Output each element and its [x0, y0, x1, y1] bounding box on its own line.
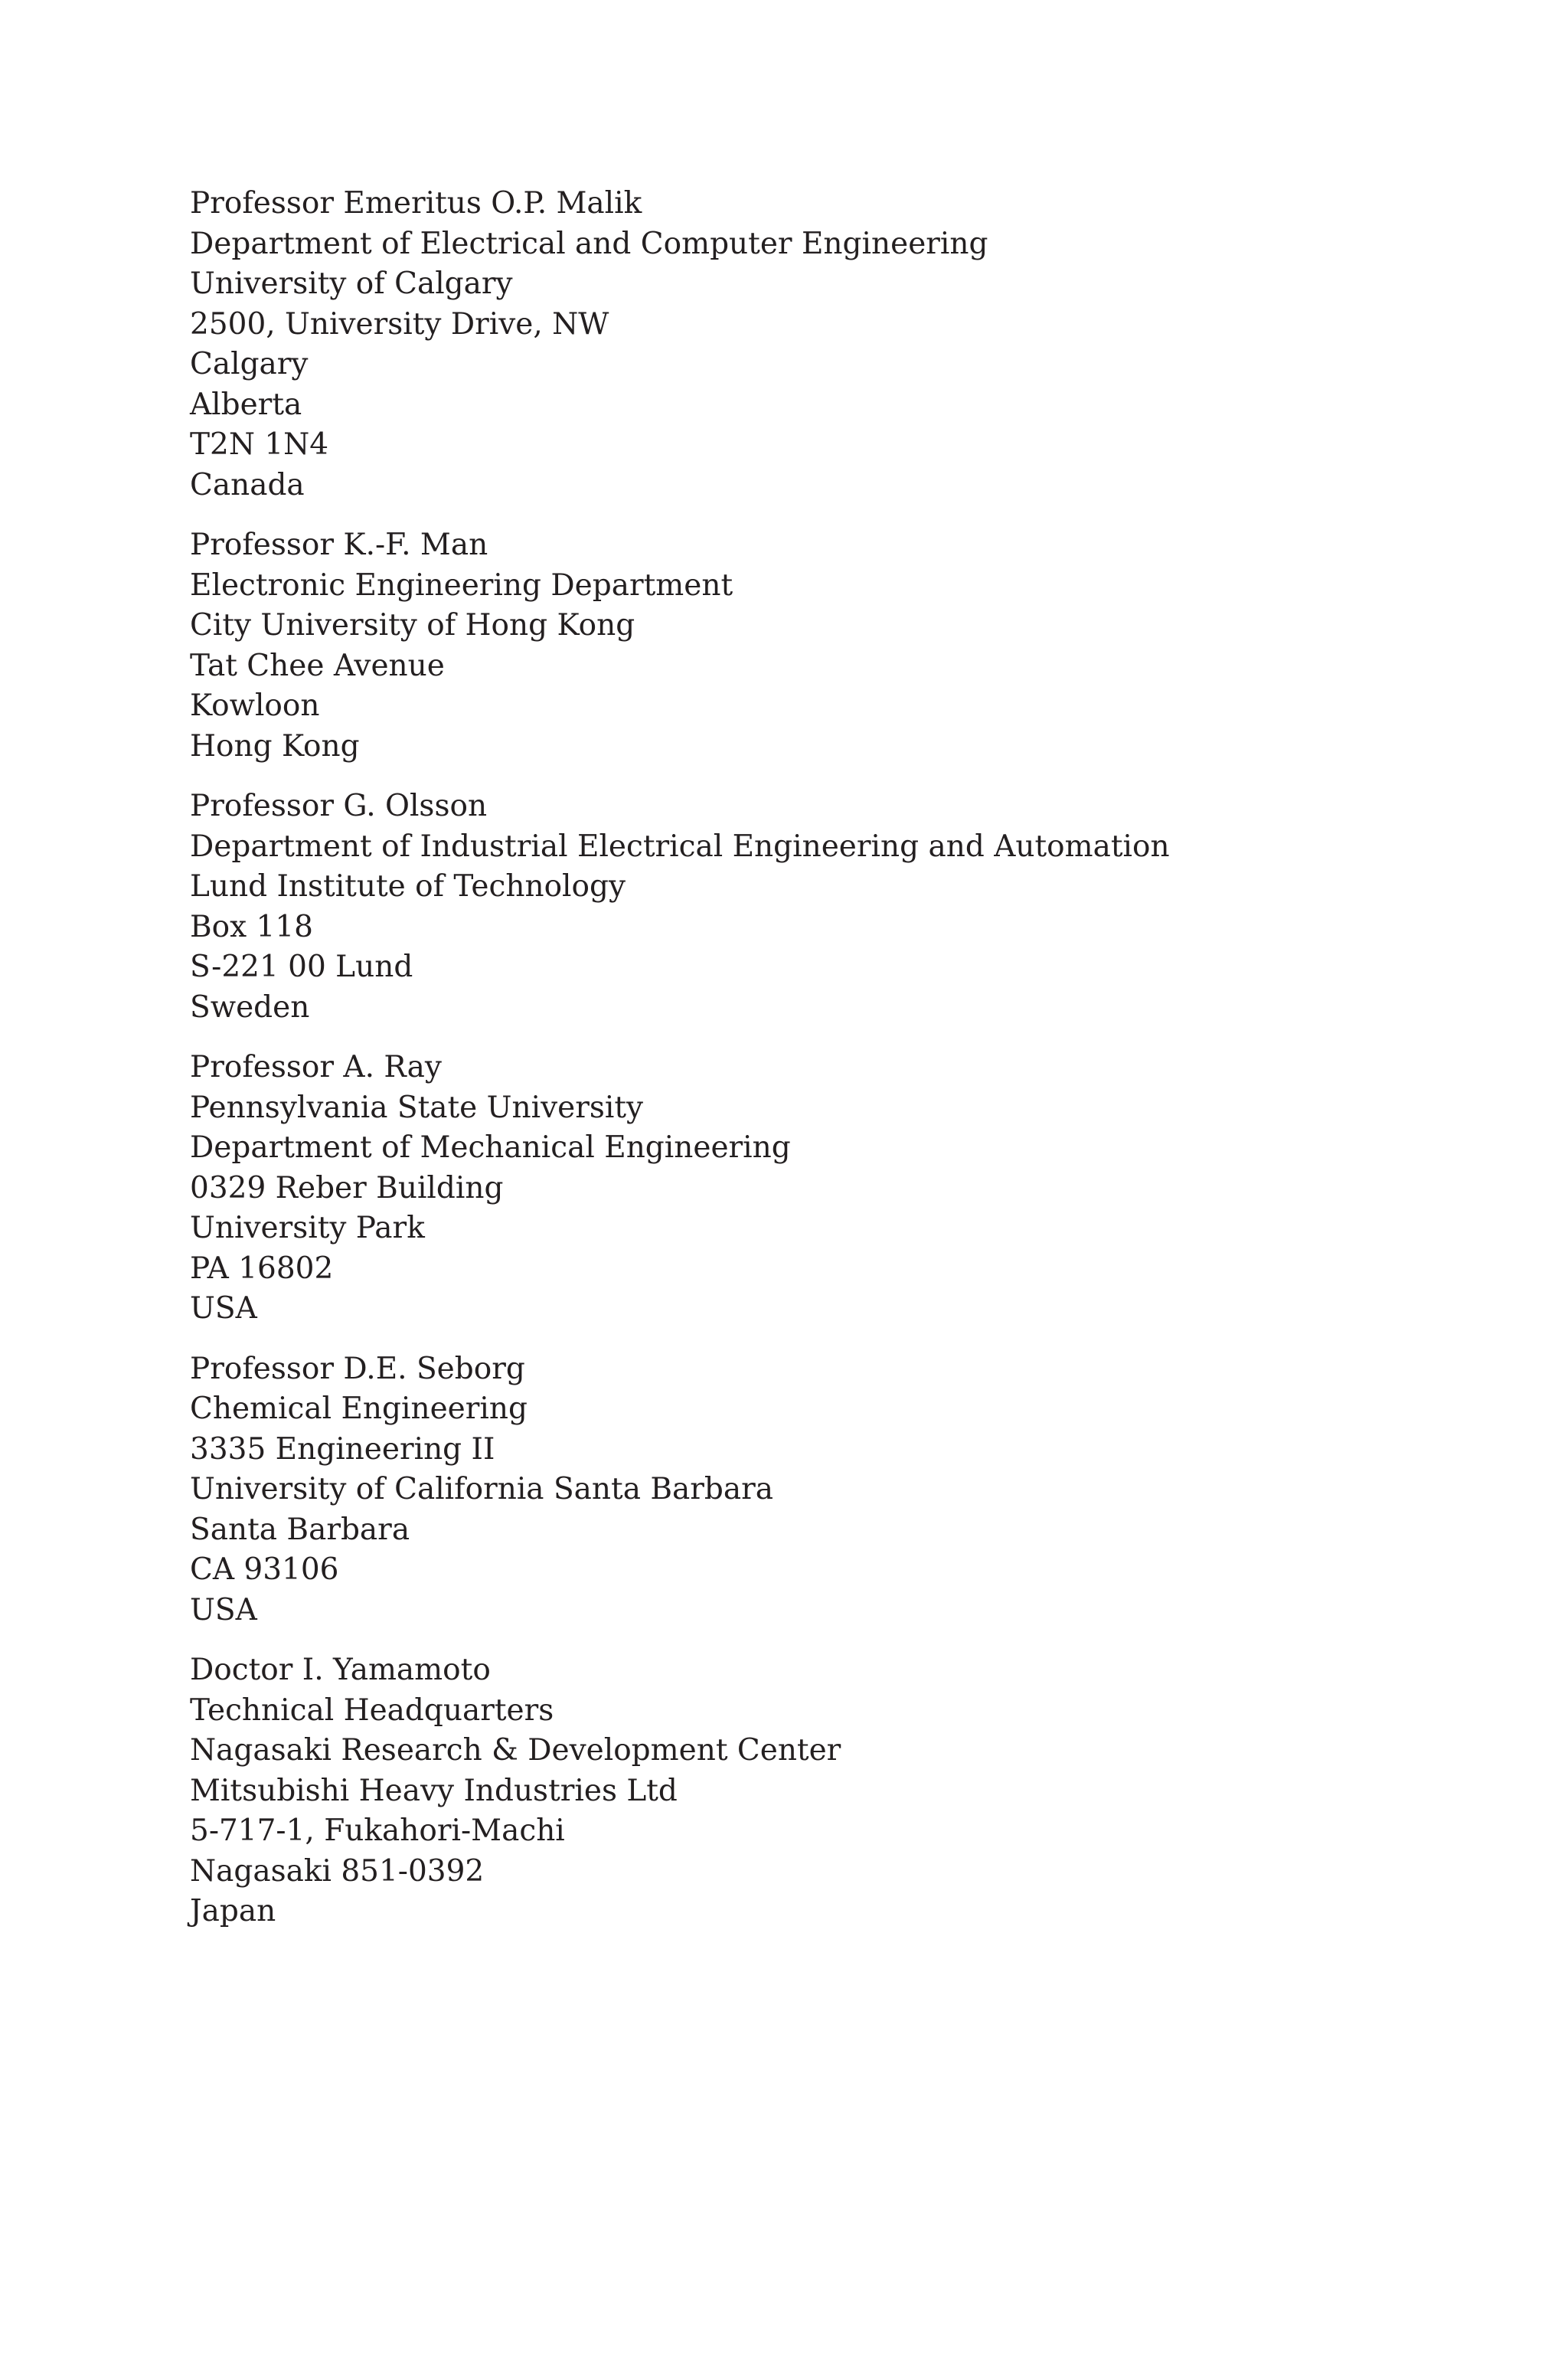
address-line: 3335 Engineering II — [190, 1431, 495, 1467]
address-line: University of Calgary — [190, 267, 513, 301]
address-name: Professor A. Ray — [190, 1050, 442, 1084]
address-line: Sweden — [190, 989, 310, 1025]
address-name: Professor Emeritus O.P. Malik — [190, 186, 642, 221]
address-name: Doctor I. Yamamoto — [190, 1653, 491, 1687]
address-block-olsson — [190, 787, 1415, 1028]
address-line: 5-717-1, Fukahori-Machi — [190, 1814, 565, 1848]
address-line: University Park — [190, 1211, 425, 1245]
address-line: 2500, University Drive, NW — [190, 306, 609, 342]
address-line: 0329 Reber Building — [190, 1170, 504, 1205]
address-line: Box 118 — [190, 909, 313, 944]
address-line: Electronic Engineering Department — [190, 567, 733, 603]
address-line: Nagasaki Research & Development Center — [190, 1733, 841, 1768]
address-line: S-221 00 Lund — [190, 950, 413, 984]
address-line: Tat Chee Avenue — [190, 648, 445, 683]
address-line: City University of Hong Kong — [190, 608, 635, 643]
address-line: PA 16802 — [190, 1251, 334, 1286]
address-block-malik — [190, 184, 1415, 505]
address-block-man — [190, 525, 1415, 767]
address-line: Technical Headquarters — [190, 1693, 554, 1728]
address-line: Department of Industrial Electrical Engineering and Automation — [190, 829, 1170, 864]
address-line: Department of Electrical and Computer Engineering — [190, 226, 988, 261]
address-line: Alberta — [190, 387, 302, 422]
address-name: Professor G. Olsson — [190, 789, 488, 823]
address-block-yamamoto — [190, 1650, 1415, 1932]
address-line: USA — [190, 1291, 257, 1326]
address-name: Professor K.-F. Man — [190, 528, 488, 562]
address-list — [190, 184, 1415, 1952]
address-line: CA 93106 — [190, 1552, 339, 1587]
address-line: Santa Barbara — [190, 1512, 410, 1547]
address-line: Pennsylvania State University — [190, 1090, 644, 1125]
address-line: University of California Santa Barbara — [190, 1472, 774, 1506]
address-line: Department of Mechanical Engineering — [190, 1130, 791, 1165]
address-line: Hong Kong — [190, 728, 360, 764]
address-line: T2N 1N4 — [190, 427, 329, 462]
address-line: Japan — [190, 1894, 276, 1928]
address-line: Canada — [190, 467, 305, 502]
address-line: Mitsubishi Heavy Industries Ltd — [190, 1773, 678, 1808]
address-block-seborg — [190, 1349, 1415, 1631]
address-line: Calgary — [190, 347, 309, 381]
address-block-ray — [190, 1048, 1415, 1330]
address-line: Kowloon — [190, 688, 320, 723]
address-line: Nagasaki 851-0392 — [190, 1853, 485, 1889]
address-line: Chemical Engineering — [190, 1392, 528, 1426]
address-name: Professor D.E. Seborg — [190, 1351, 525, 1386]
address-line: Lund Institute of Technology — [190, 869, 626, 904]
address-line: USA — [190, 1592, 257, 1627]
